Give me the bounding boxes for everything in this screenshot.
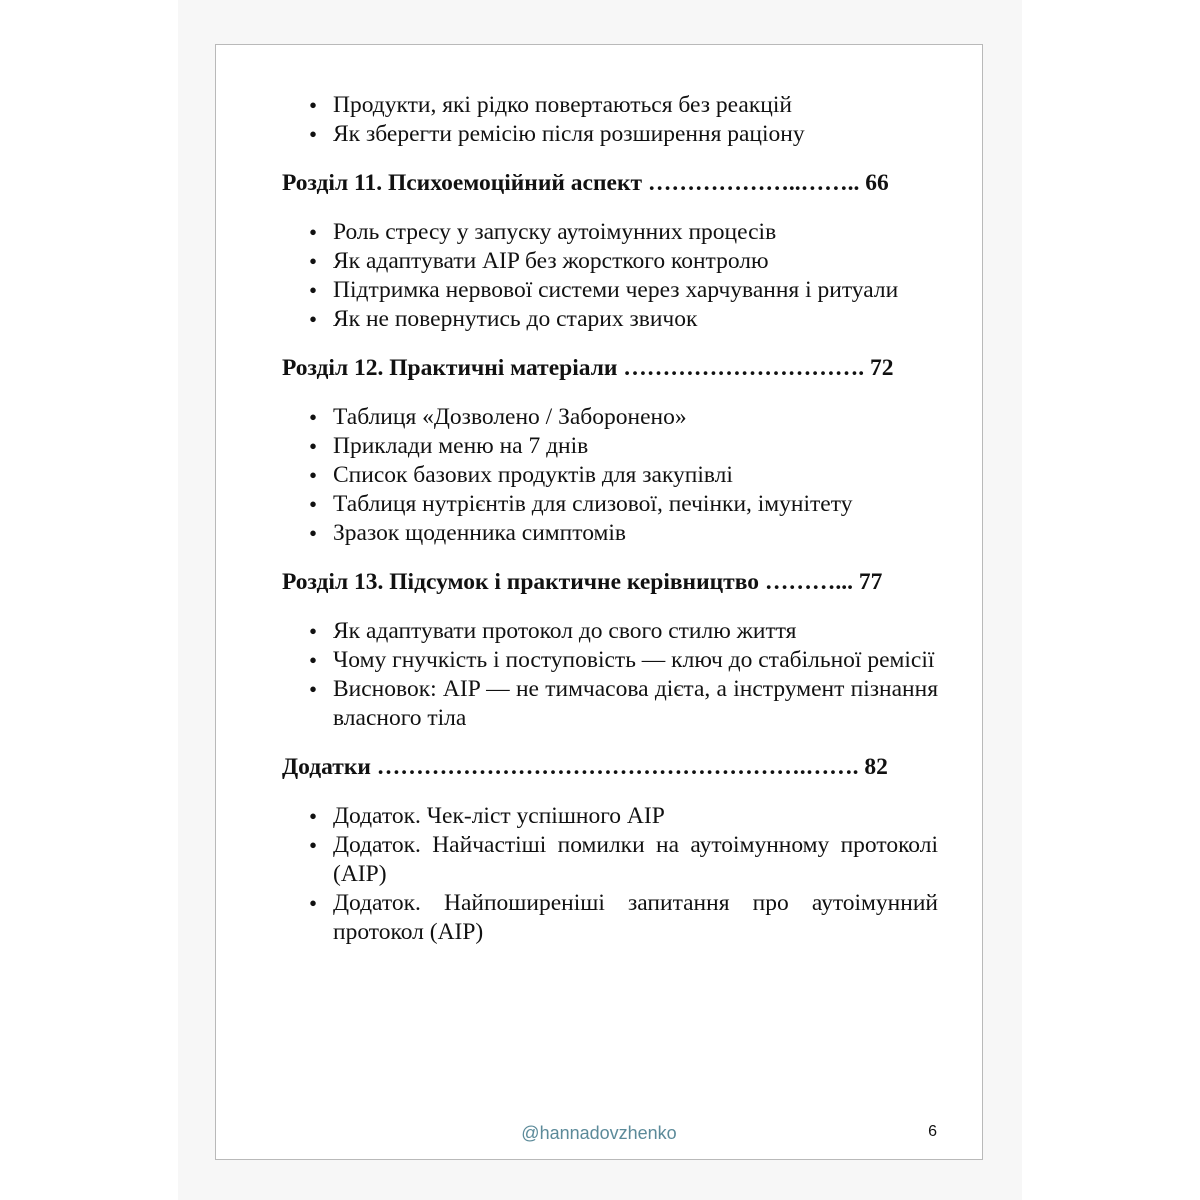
list-item-text: Висновок: AIP — не тимчасова дієта, а інструмент пізнання власного тіла [333, 676, 938, 731]
list-item [282, 675, 938, 733]
bullet-icon: • [309, 249, 318, 274]
list-item-text: Приклади меню на 7 днів [333, 433, 589, 459]
list-item-text: Додаток. Чек-ліст успішного AIP [333, 803, 665, 829]
list-item [282, 646, 938, 675]
list-item [282, 247, 938, 276]
list-item [282, 617, 938, 646]
list-item [282, 120, 938, 149]
appendices-list [282, 802, 938, 947]
list-item [282, 403, 938, 432]
section-11-list [282, 218, 938, 334]
table-of-contents [282, 91, 938, 947]
section-12-list [282, 403, 938, 548]
bullet-icon: • [309, 220, 318, 245]
list-item [282, 831, 938, 889]
section-13-list [282, 617, 938, 733]
document-page [215, 44, 983, 1160]
list-item-text: Таблиця нутрієнтів для слизової, печінки, імунітету [333, 491, 853, 517]
list-item-text: Чому гнучкість і поступовість — ключ до стабільної ремісії [333, 647, 935, 673]
bullet-icon: • [309, 307, 318, 332]
list-item-text: Як адаптувати протокол до свого стилю життя [333, 618, 797, 644]
bullet-icon: • [309, 833, 318, 858]
author-handle: @hannadovzhenko [521, 1123, 677, 1143]
list-item [282, 490, 938, 519]
list-item-text: Список базових продуктів для закупівлі [333, 462, 733, 488]
intro-list [282, 91, 938, 149]
page-number: 6 [928, 1123, 937, 1140]
list-item-text: Підтримка нервової системи через харчування і ритуали [333, 277, 899, 303]
list-item-text: Додаток. Найпоширеніші запитання про аутоімунний протокол (AIP) [333, 890, 938, 945]
list-item [282, 889, 938, 947]
list-item [282, 802, 938, 831]
bullet-icon: • [309, 93, 318, 118]
bullet-icon: • [309, 648, 318, 673]
list-item-text: Як зберегти ремісію після розширення раціону [333, 121, 805, 147]
bullet-icon: • [309, 405, 318, 430]
bullet-icon: • [309, 891, 318, 916]
bullet-icon: • [309, 521, 318, 546]
section-13-heading: Розділ 13. Підсумок і практичне керівництво ………... 77 [282, 569, 883, 595]
section-11-heading: Розділ 11. Психоемоційний аспект ………………..…….. 66 [282, 170, 889, 196]
list-item-text: Зразок щоденника симптомів [333, 520, 627, 546]
bullet-icon: • [309, 278, 318, 303]
list-item-text: Як не повернутись до старих звичок [333, 306, 698, 332]
appendices-heading: Додатки ……………………………………………….……. 82 [282, 754, 888, 780]
list-item [282, 519, 938, 548]
bullet-icon: • [309, 122, 318, 147]
bullet-icon: • [309, 463, 318, 488]
list-item-text: Продукти, які рідко повертаються без реакцій [333, 92, 792, 118]
list-item-text: Таблиця «Дозволено / Заборонено» [333, 404, 687, 430]
bullet-icon: • [309, 492, 318, 517]
bullet-icon: • [309, 804, 318, 829]
section-12-heading: Розділ 12. Практичні матеріали …………………………. 72 [282, 355, 894, 381]
list-item [282, 461, 938, 490]
list-item [282, 432, 938, 461]
list-item [282, 91, 938, 120]
list-item-text: Роль стресу у запуску аутоімунних процесів [333, 219, 777, 245]
list-item [282, 276, 938, 305]
bullet-icon: • [309, 677, 318, 702]
list-item-text: Додаток. Найчастіші помилки на аутоімунному протоколі (AIP) [333, 832, 938, 887]
bullet-icon: • [309, 619, 318, 644]
list-item [282, 218, 938, 247]
bullet-icon: • [309, 434, 318, 459]
list-item [282, 305, 938, 334]
list-item-text: Як адаптувати AIP без жорсткого контролю [333, 248, 769, 274]
